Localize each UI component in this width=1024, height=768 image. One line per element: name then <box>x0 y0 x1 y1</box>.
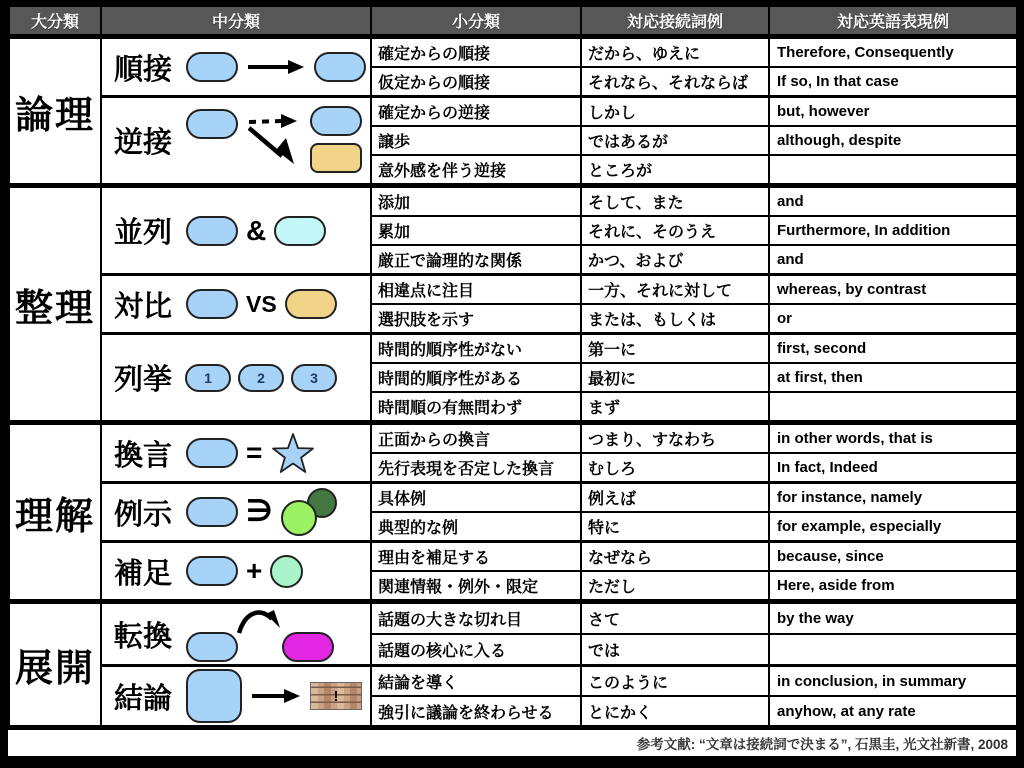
numbered-pill-1: 1 <box>185 364 231 392</box>
diagram-topic-change <box>114 606 366 662</box>
english-cell: and <box>769 186 1017 217</box>
table-row <box>9 542 1017 572</box>
conjunction-cell: まず <box>581 392 769 423</box>
minor-cell: 添加 <box>371 186 581 217</box>
concept-pill <box>186 556 238 586</box>
diagram-contrary-connection <box>114 106 366 176</box>
minor-cell: 譲歩 <box>371 126 581 155</box>
brick-wall-icon: ! <box>310 682 362 710</box>
table-row <box>9 423 1017 454</box>
english-cell: for example, especially <box>769 512 1017 542</box>
conjunction-cell: かつ、および <box>581 245 769 275</box>
english-cell: first, second <box>769 334 1017 364</box>
parallel-pill <box>274 216 326 246</box>
minor-cell: 時間的順序性がない <box>371 334 581 364</box>
english-cell: for instance, namely <box>769 483 1017 513</box>
concept-pill <box>186 438 238 468</box>
minor-cell: 典型的な例 <box>371 512 581 542</box>
arrow-right-icon <box>246 59 306 75</box>
minor-cell: 先行表現を否定した換言 <box>371 453 581 483</box>
english-cell <box>769 155 1017 186</box>
vs-symbol: VS <box>246 290 277 317</box>
conjunction-cell: ただし <box>581 571 769 602</box>
reference-footer: 参考文献: “文章は接続詞で決まる”, 石黒圭, 光文社新書, 2008 <box>8 730 1016 756</box>
minor-cell: 累加 <box>371 216 581 245</box>
major-category-organize: 整理 <box>9 186 101 423</box>
conjunction-cell: 第一に <box>581 334 769 364</box>
english-cell: Therefore, Consequently <box>769 37 1017 68</box>
english-cell: although, despite <box>769 126 1017 155</box>
concept-pill <box>186 216 238 246</box>
minor-cell: 意外感を伴う逆接 <box>371 155 581 186</box>
conjunction-cell: しかし <box>581 97 769 127</box>
minor-cell: 確定からの順接 <box>371 37 581 68</box>
contains-symbol: ∋ <box>246 495 273 528</box>
mid-category-hosoku <box>101 542 371 602</box>
arrow-right-icon <box>250 688 302 704</box>
table-row <box>9 666 1017 697</box>
minor-cell: 厳正で論理的な関係 <box>371 245 581 275</box>
numbered-pill-2: 2 <box>238 364 284 392</box>
numbered-pill-3: 3 <box>291 364 337 392</box>
target-shapes <box>310 106 362 173</box>
mid-category-heiretsu <box>101 186 371 275</box>
mid-category-rekkyo <box>101 334 371 423</box>
conjunction-cell: 特に <box>581 512 769 542</box>
group-label: 結論 <box>114 682 173 715</box>
table-row <box>9 37 1017 68</box>
conjunction-cell: では <box>581 634 769 665</box>
contrast-rect <box>310 143 362 173</box>
english-cell <box>769 392 1017 423</box>
group-label: 補足 <box>114 557 173 590</box>
minor-cell: 時間的順序性がある <box>371 363 581 392</box>
concept-pill <box>310 106 362 136</box>
english-cell: Furthermore, In addition <box>769 216 1017 245</box>
col-header-conjunction: 対応接続詞例 <box>581 6 769 37</box>
mid-category-tenkan <box>101 602 371 666</box>
group-label: 換言 <box>114 439 173 472</box>
new-topic-pill <box>282 632 334 662</box>
minor-cell: 関連情報・例外・限定 <box>371 571 581 602</box>
ampersand-symbol: & <box>246 214 267 246</box>
plus-symbol: + <box>246 555 263 586</box>
minor-cell: 確定からの逆接 <box>371 97 581 127</box>
english-cell: because, since <box>769 542 1017 572</box>
table-row <box>9 186 1017 217</box>
conjunction-cell: なぜなら <box>581 542 769 572</box>
mid-category-ketsuron <box>101 666 371 727</box>
diagram-paraphrase <box>114 431 366 475</box>
conjunction-cell: ところが <box>581 155 769 186</box>
minor-cell: 正面からの換言 <box>371 423 581 454</box>
english-cell: If so, In that case <box>769 67 1017 97</box>
table-row <box>9 483 1017 513</box>
minor-cell: 結論を導く <box>371 666 581 697</box>
group-label: 転換 <box>114 620 173 653</box>
mid-category-gyakusetsu <box>101 97 371 186</box>
conjunction-cell: とにかく <box>581 696 769 726</box>
conjunction-table <box>8 5 1018 727</box>
conjunction-cell: つまり、すなわち <box>581 423 769 454</box>
group-label: 逆接 <box>114 127 173 159</box>
english-cell: anyhow, at any rate <box>769 696 1017 726</box>
header-row <box>9 6 1017 37</box>
minor-cell: 時間順の有無問わず <box>371 392 581 423</box>
english-cell: In fact, Indeed <box>769 453 1017 483</box>
mid-category-reiji <box>101 483 371 542</box>
table-row <box>9 602 1017 635</box>
diagram-contrast <box>114 284 366 325</box>
diagram-supplement <box>114 551 366 592</box>
conjunction-cell: ではあるが <box>581 126 769 155</box>
concept-pill <box>186 52 238 82</box>
diagram-parallel <box>114 210 366 251</box>
concept-pill <box>314 52 366 82</box>
major-category-logic: 論理 <box>9 37 101 186</box>
table-row <box>9 275 1017 305</box>
conjunction-cell: 最初に <box>581 363 769 392</box>
mid-category-junsetsu <box>101 37 371 97</box>
english-cell: by the way <box>769 602 1017 635</box>
minor-cell: 強引に議論を終わらせる <box>371 696 581 726</box>
group-label: 列挙 <box>114 364 173 396</box>
light-green-circle <box>281 500 317 536</box>
major-category-understand: 理解 <box>9 423 101 602</box>
conjunction-cell: そして、また <box>581 186 769 217</box>
major-category-develop: 展開 <box>9 602 101 727</box>
table-row <box>9 334 1017 364</box>
conjunction-cell: むしろ <box>581 453 769 483</box>
conjunction-cell: 例えば <box>581 483 769 513</box>
group-label: 例示 <box>114 498 173 531</box>
english-cell: and <box>769 245 1017 275</box>
minor-cell: 相違点に注目 <box>371 275 581 305</box>
concept-pill <box>186 109 238 139</box>
conclusion-square <box>186 669 242 723</box>
concept-pill <box>186 632 238 662</box>
group-label: 順接 <box>114 53 173 86</box>
group-label: 並列 <box>114 217 173 249</box>
col-header-mid: 中分類 <box>101 6 371 37</box>
conjunction-cell: それなら、それならば <box>581 67 769 97</box>
minor-cell: 具体例 <box>371 483 581 513</box>
conjunction-cell: このように <box>581 666 769 697</box>
minor-cell: 理由を補足する <box>371 542 581 572</box>
minor-cell: 選択肢を示す <box>371 304 581 334</box>
english-cell: at first, then <box>769 363 1017 392</box>
conjunction-cell: さて <box>581 602 769 635</box>
col-header-english: 対応英語表現例 <box>769 6 1017 37</box>
equals-symbol: = <box>246 437 263 468</box>
col-header-minor: 小分類 <box>371 6 581 37</box>
english-cell: in other words, that is <box>769 423 1017 454</box>
mint-circle <box>270 555 303 588</box>
conjunction-cell: だから、ゆえに <box>581 37 769 68</box>
concept-pill <box>186 497 238 527</box>
mid-category-kangen <box>101 423 371 483</box>
group-label: 対比 <box>114 290 173 323</box>
conjunction-cell: 一方、それに対して <box>581 275 769 305</box>
diagram-forward-connection <box>114 47 366 88</box>
mid-category-taihi <box>101 275 371 334</box>
diagram-conclusion <box>114 669 366 723</box>
english-cell: or <box>769 304 1017 334</box>
example-circles <box>281 488 337 536</box>
concept-pill <box>186 289 238 319</box>
diagram-enumeration <box>114 357 366 398</box>
table-row <box>9 97 1017 127</box>
contrast-pill <box>285 289 337 319</box>
minor-cell: 話題の大きな切れ目 <box>371 602 581 635</box>
minor-cell: 話題の核心に入る <box>371 634 581 665</box>
english-cell <box>769 634 1017 665</box>
english-cell: whereas, by contrast <box>769 275 1017 305</box>
minor-cell: 仮定からの順接 <box>371 67 581 97</box>
diagram-example <box>114 488 366 536</box>
curved-arrow-icon <box>236 606 282 636</box>
star-icon <box>270 431 316 475</box>
conjunction-cell: または、もしくは <box>581 304 769 334</box>
english-cell: in conclusion, in summary <box>769 666 1017 697</box>
conjunction-cell: それに、そのうえ <box>581 216 769 245</box>
english-cell: Here, aside from <box>769 571 1017 602</box>
dashed-and-solid-arrows-icon <box>248 106 300 176</box>
english-cell: but, however <box>769 97 1017 127</box>
col-header-major: 大分類 <box>9 6 101 37</box>
